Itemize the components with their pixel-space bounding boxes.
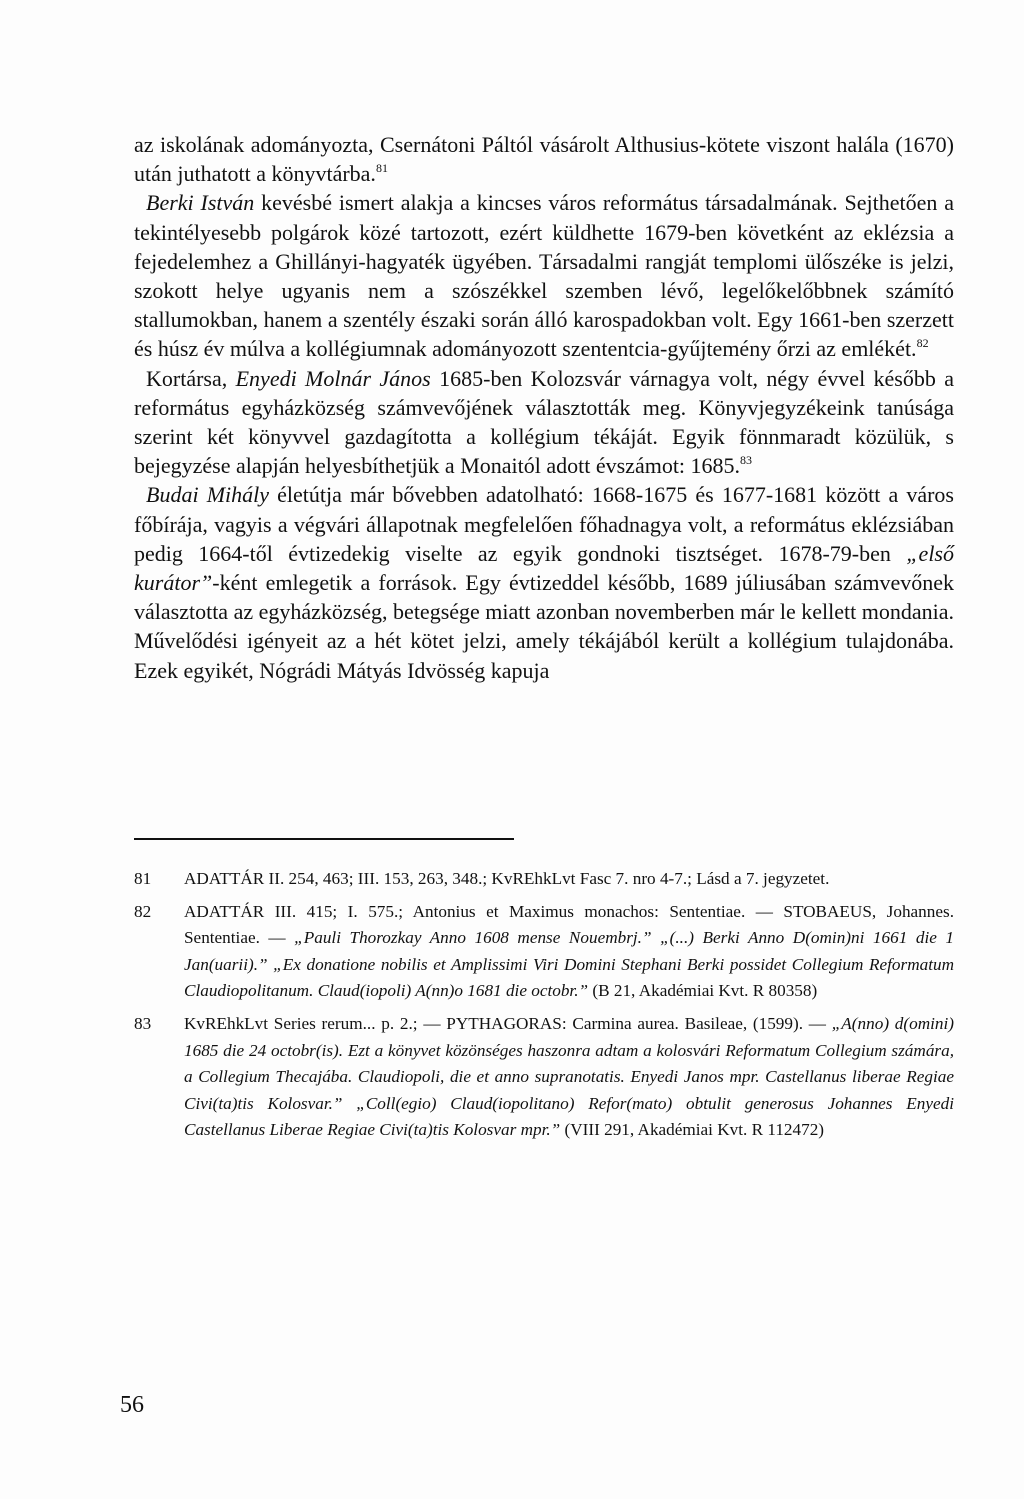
footnote-81 — [134, 866, 954, 893]
person-name-berki: Berki István — [146, 190, 255, 216]
footnote-text-plain: ADATTÁR III. 415; I. 575.; Antonius et Maximus monachos: Sententiae. — STOBAEUS, Johannes. Sententiae. — — [184, 901, 954, 948]
footnote-text: ADATTÁR II. 254, 463; III. 153, 263, 348.; KvREhkLvt Fasc 7. nro 4-7.; Lásd a 7. jegyzetet. — [184, 869, 830, 888]
person-name-budai: Budai Mihály — [146, 482, 270, 508]
paragraph-4-text-a: életútja már bővebben adatolható: 1668-1675 és 1677-1681 között a város főbírája, vagyis a végvári állapotnak megfelelően főhadnagya volt, a református eklézsiában pedig 1664-től évtizedekig viselte az egyik gondnoki tisztséget. 1678-79-ben — [134, 482, 954, 566]
paragraph-3-text: 1685-ben Kolozsvár várnagya volt, négy évvel később a református egyházközség számvevőjének választották meg. Könyvjegyzékeink tanúsága szerint két könyvvel gazdagította a kollégium tékáját. Egyik fönnmaradt közülük, s bejegyzése alapján helyesbíthetjük a Monaitól adott évszámot: 1685. — [134, 365, 954, 479]
paragraph-4 — [134, 480, 954, 684]
footnote-text-source: (VIII 291, Akadémiai Kvt. R 112472) — [560, 1120, 825, 1140]
paragraph-2-text: kevésbé ismert alakja a kincses város református társadalmának. Sejthetően a tekintélyesebb polgárok közé tartozott, ezért küldhette 1679-ben követként az eklézsia a fejedelemhez a Ghillányi-hagyaték ügyében. Társadalmi rangját templomi ülőszéke is jelzi, szokott helye ugyanis nem a szószékkel szemben lévő, legelőkelőbbnek számító stallumokban, hanem a szentély északi során álló karospadokban volt. Egy 1661-ben szerzett és húsz év múlva a kollégiumnak adományozott szententcia-gyűjtemény őrzi az emlékét. — [134, 190, 954, 362]
footnote-82 — [134, 899, 954, 1005]
footnote-number: 81 — [134, 869, 152, 888]
page-number: 56 — [120, 1392, 144, 1418]
footnote-83 — [134, 1011, 954, 1144]
paragraph-3-lead: Kortársa, — [146, 365, 236, 391]
footnote-ref-83[interactable]: 83 — [740, 453, 753, 468]
footnote-text — [184, 1011, 954, 1144]
main-text — [134, 130, 954, 685]
footnote-number: 83 — [134, 1013, 152, 1033]
footnotes — [134, 866, 954, 1150]
footnote-text-italic: „Pauli Thorozkay Anno 1608 mense Nouembrj.” „(...) Berki Anno D(omin)ni 1661 die 1 Jan(uarii).” „Ex donatione nobilis et Amplissimi Viri Domini Stephani Berki possidet Collegium Reformatum Claudiopolitanum. Claud(iopoli) A(nn)o 1681 die octobr.” — [184, 928, 954, 1001]
footnote-text — [184, 899, 954, 1005]
footnote-text-italic: „A(nno) d(omini) 1685 die 24 octobr(is). Ezt a könyvet közönséges haszonra adtam a kolosvári Reformatum Collegium számára, a Collegium Thecajába. Claudiopoli, die et anno supranotatis. Enyedi Janos mpr. Castellanus liberae Regiae Civi(ta)tis Kolosvar.” „Coll(egio) Claud(iopolitano) Refor(mato) obtulit generosus Johannes Enyedi Castellanus Liberae Regiae Civi(ta)tis Kolosvar mpr.” — [184, 1013, 954, 1140]
footnote-text-source: (B 21, Akadémiai Kvt. R 80358) — [588, 981, 818, 1001]
quoted-title: „első kurátor” — [134, 540, 954, 596]
person-name-enyedi: Enyedi Molnár János — [235, 365, 431, 391]
paragraph-4-text-b: -ként emlegetik a források. Egy évtizeddel később, 1689 júliusában számvevőnek választotta az egyházközség, betegsége miatt azonban novemberben már le kellett mondania. Művelődési igényeit az a hét kötet jelzi, amely tékájából került a kollégium tulajdonába. Ezek egyikét, Nógrádi Mátyás Idvösség kapuja — [134, 570, 954, 683]
footnote-ref-81[interactable]: 81 — [375, 161, 388, 176]
footnote-text-plain: KvREhkLvt Series rerum... p. 2.; — PYTHAGORAS: Carmina aurea. Basileae, (1599). — — [184, 1013, 832, 1033]
paragraph-3 — [134, 364, 954, 481]
paragraph-2 — [134, 188, 954, 363]
footnote-divider — [134, 838, 514, 840]
paragraph-1-text: az iskolának adományozta, Csernátoni Páltól vásárolt Althusius-kötete viszont halála (1670) után juthatott a könyvtárba. — [134, 132, 954, 187]
footnote-ref-82[interactable]: 82 — [916, 336, 929, 351]
paragraph-1 — [134, 130, 954, 188]
footnote-number: 82 — [134, 901, 152, 921]
